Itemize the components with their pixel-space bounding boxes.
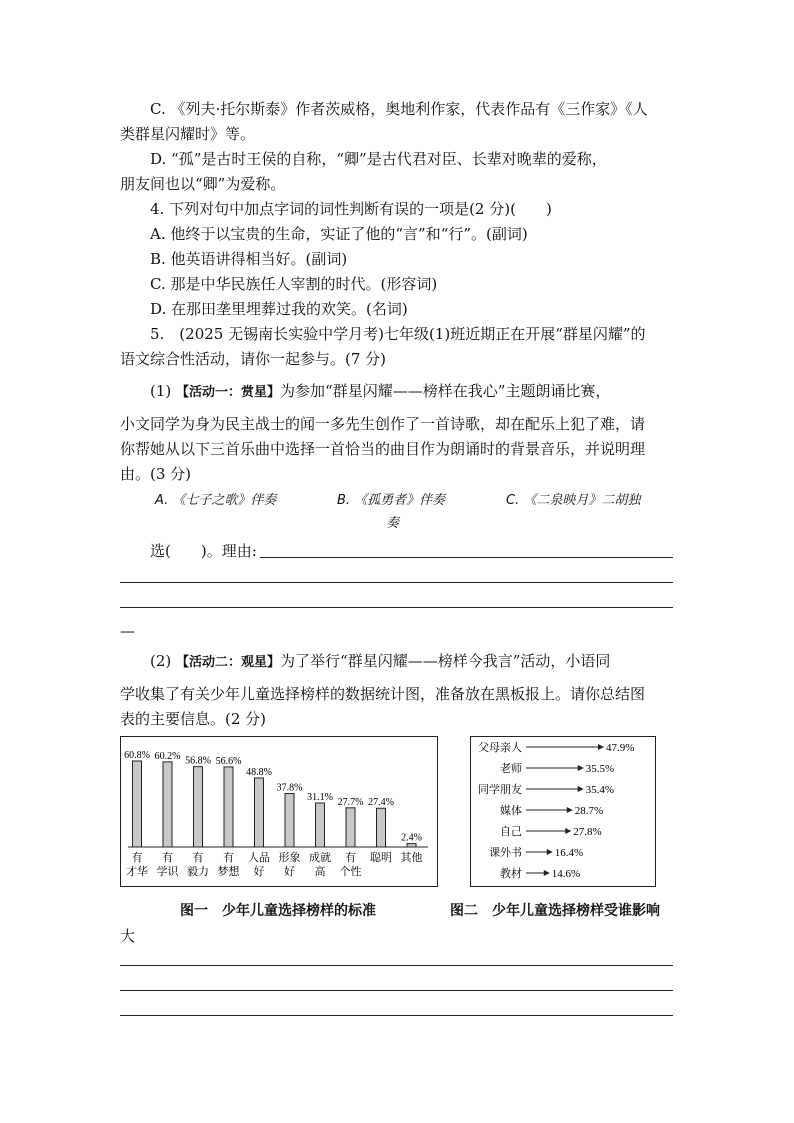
- source-value-5: 27.8%: [573, 826, 602, 838]
- option-d-line-1: D. “孤”是古时王侯的自称，“卿”是古代君对臣、长辈对晚辈的爱称，: [150, 150, 607, 168]
- category-label-3-2: 毅力: [187, 866, 209, 878]
- category-label-1-1: 有: [131, 852, 143, 864]
- source-label-6: 课外书: [489, 847, 522, 859]
- category-label-8-2: 个性: [339, 866, 362, 878]
- bar-9: [377, 808, 386, 847]
- music-option-b: B. 《孤勇者》伴奏: [337, 493, 446, 508]
- source-label-3: 同学朋友: [478, 784, 522, 796]
- source-label-1: 父母亲人: [478, 742, 522, 754]
- activity-2-text: 为了举行“群星闪耀——榜样今我言”活动，小语同: [280, 652, 611, 670]
- category-label-1-2: 才华: [126, 866, 148, 878]
- bar-4: [224, 767, 233, 847]
- answer-line-5[interactable]: [120, 990, 673, 991]
- category-label-5-1: 人品: [248, 852, 270, 864]
- bar-value-label-2: 60.2%: [154, 750, 181, 762]
- activity-1-text: 为参加“群星闪耀——榜样在我心”主题朗诵比赛，: [280, 382, 611, 400]
- source-label-5: 自己: [500, 826, 522, 838]
- activity-2-line-3: 表的主要信息。(2 分): [120, 710, 267, 728]
- source-value-1: 47.9%: [606, 742, 635, 754]
- bar-8: [346, 808, 355, 847]
- chart-2-caption-cont: 大: [120, 927, 136, 945]
- q4-option-d: D. 在那田垄里埋葬过我的欢笑。(名词): [150, 300, 408, 318]
- bar-value-label-3: 56.8%: [185, 755, 211, 767]
- source-value-6: 16.4%: [554, 847, 584, 859]
- question-5-stem: 5. (2025 无锡南长实验中学月考)七年级(1)班近期正在开展“群星闪耀”的: [150, 325, 646, 343]
- answer-line-4[interactable]: [120, 965, 673, 966]
- bar-7: [316, 803, 325, 847]
- question-4-stem: 4. 下列对句中加点字词的词性判断有误的一项是(2 分)( ): [150, 200, 552, 218]
- answer-line-6[interactable]: [120, 1015, 673, 1016]
- activity-2-line: [150, 650, 610, 674]
- bar-1: [133, 761, 142, 847]
- chart-2-arrow-chart: [470, 736, 656, 887]
- source-value-3: 35.4%: [585, 784, 615, 796]
- option-d-line-2: 朋友间也以“卿”为爱称。: [120, 175, 286, 193]
- bar-value-label-10: 2.4%: [401, 832, 422, 844]
- source-value-7: 14.6%: [551, 868, 581, 880]
- answer-line-1[interactable]: [260, 557, 673, 558]
- bar-value-label-6: 37.8%: [276, 782, 303, 794]
- music-option-c-cont: 奏: [386, 516, 400, 531]
- bar-10: [407, 844, 416, 847]
- category-label-10-1: 其他: [400, 852, 423, 864]
- category-label-9-1: 聪明: [370, 852, 392, 864]
- activity-2-line-2: 学收集了有关少年儿童选择榜样的数据统计图，准备放在黑板报上。请你总结图: [120, 685, 646, 703]
- chart-1-bar-chart: [120, 736, 438, 887]
- answer-line-2[interactable]: [120, 582, 673, 583]
- bar-value-label-7: 31.1%: [307, 792, 333, 804]
- q4-option-a: A. 他终于以宝贵的生命，实证了他的“言”和“行”。(副词): [150, 225, 528, 243]
- source-value-2: 35.5%: [585, 763, 615, 775]
- category-label-5-2: 好: [253, 866, 265, 878]
- bar-value-label-1: 60.8%: [124, 750, 150, 761]
- activity-2-number: (2): [150, 652, 172, 670]
- category-label-6-1: 形象: [278, 852, 301, 864]
- category-label-7-1: 成就: [309, 852, 331, 864]
- activity-1-line-2: 小文同学为身为民主战士的闻一多先生创作了一首诗歌，却在配乐上犯了难，请: [120, 415, 646, 433]
- activity-1-number: (1): [150, 382, 172, 400]
- select-reason-label: 选( )。理由:: [150, 542, 257, 560]
- activity-1-line: [150, 380, 610, 404]
- music-option-a: A. 《七子之歌》伴奏: [155, 493, 277, 508]
- category-label-6-2: 好: [284, 866, 295, 878]
- category-label-7-2: 高: [314, 866, 326, 878]
- answer-line-3[interactable]: [120, 607, 673, 608]
- category-label-2-1: 有: [162, 852, 173, 864]
- bar-value-label-4: 56.6%: [215, 755, 242, 767]
- activity-2-tag: 【活动二：观星】: [176, 655, 281, 670]
- source-label-2: 老师: [500, 763, 522, 775]
- bar-6: [285, 794, 294, 847]
- option-c-line-1: C. 《列夫·托尔斯泰》作者茨威格，奥地利作家，代表作品有《三作家》《人: [150, 100, 648, 118]
- q4-option-c: C. 那是中华民族任人宰割的时代。(形容词): [150, 275, 438, 293]
- category-label-3-1: 有: [192, 852, 204, 864]
- category-label-8-1: 有: [345, 852, 356, 864]
- bar-2: [163, 762, 172, 847]
- answer-dash: —: [120, 622, 135, 640]
- bar-3: [194, 767, 203, 847]
- source-label-4: 媒体: [500, 805, 522, 817]
- activity-1-line-4: 由。(3 分): [120, 465, 192, 483]
- bar-5: [255, 778, 264, 847]
- bar-value-label-5: 48.8%: [246, 766, 272, 778]
- bar-value-label-9: 27.4%: [368, 797, 394, 809]
- bar-value-label-8: 27.7%: [337, 796, 364, 808]
- category-label-4-2: 梦想: [217, 866, 240, 878]
- q4-option-b: B. 他英语讲得相当好。(副词): [150, 250, 348, 268]
- chart-1-caption: 图一 少年儿童选择榜样的标准: [180, 902, 376, 918]
- source-value-4: 28.7%: [574, 805, 604, 817]
- music-option-c: C. 《二泉映月》二胡独: [506, 493, 641, 508]
- question-5-stem-2: 语文综合性活动，请你一起参与。(7 分): [120, 350, 387, 368]
- chart-2-caption: 图二 少年儿童选择榜样受谁影响: [450, 902, 660, 918]
- option-c-line-2: 类群星闪耀时》等。: [120, 125, 256, 143]
- source-label-7: 教材: [500, 868, 522, 880]
- category-label-2-2: 学识: [156, 866, 179, 878]
- category-label-4-1: 有: [223, 852, 234, 864]
- activity-1-tag: 【活动一：赏星】: [176, 385, 281, 400]
- activity-1-line-3: 你帮她从以下三首乐曲中选择一首恰当的曲目作为朗诵时的背景音乐，并说明理: [120, 440, 646, 458]
